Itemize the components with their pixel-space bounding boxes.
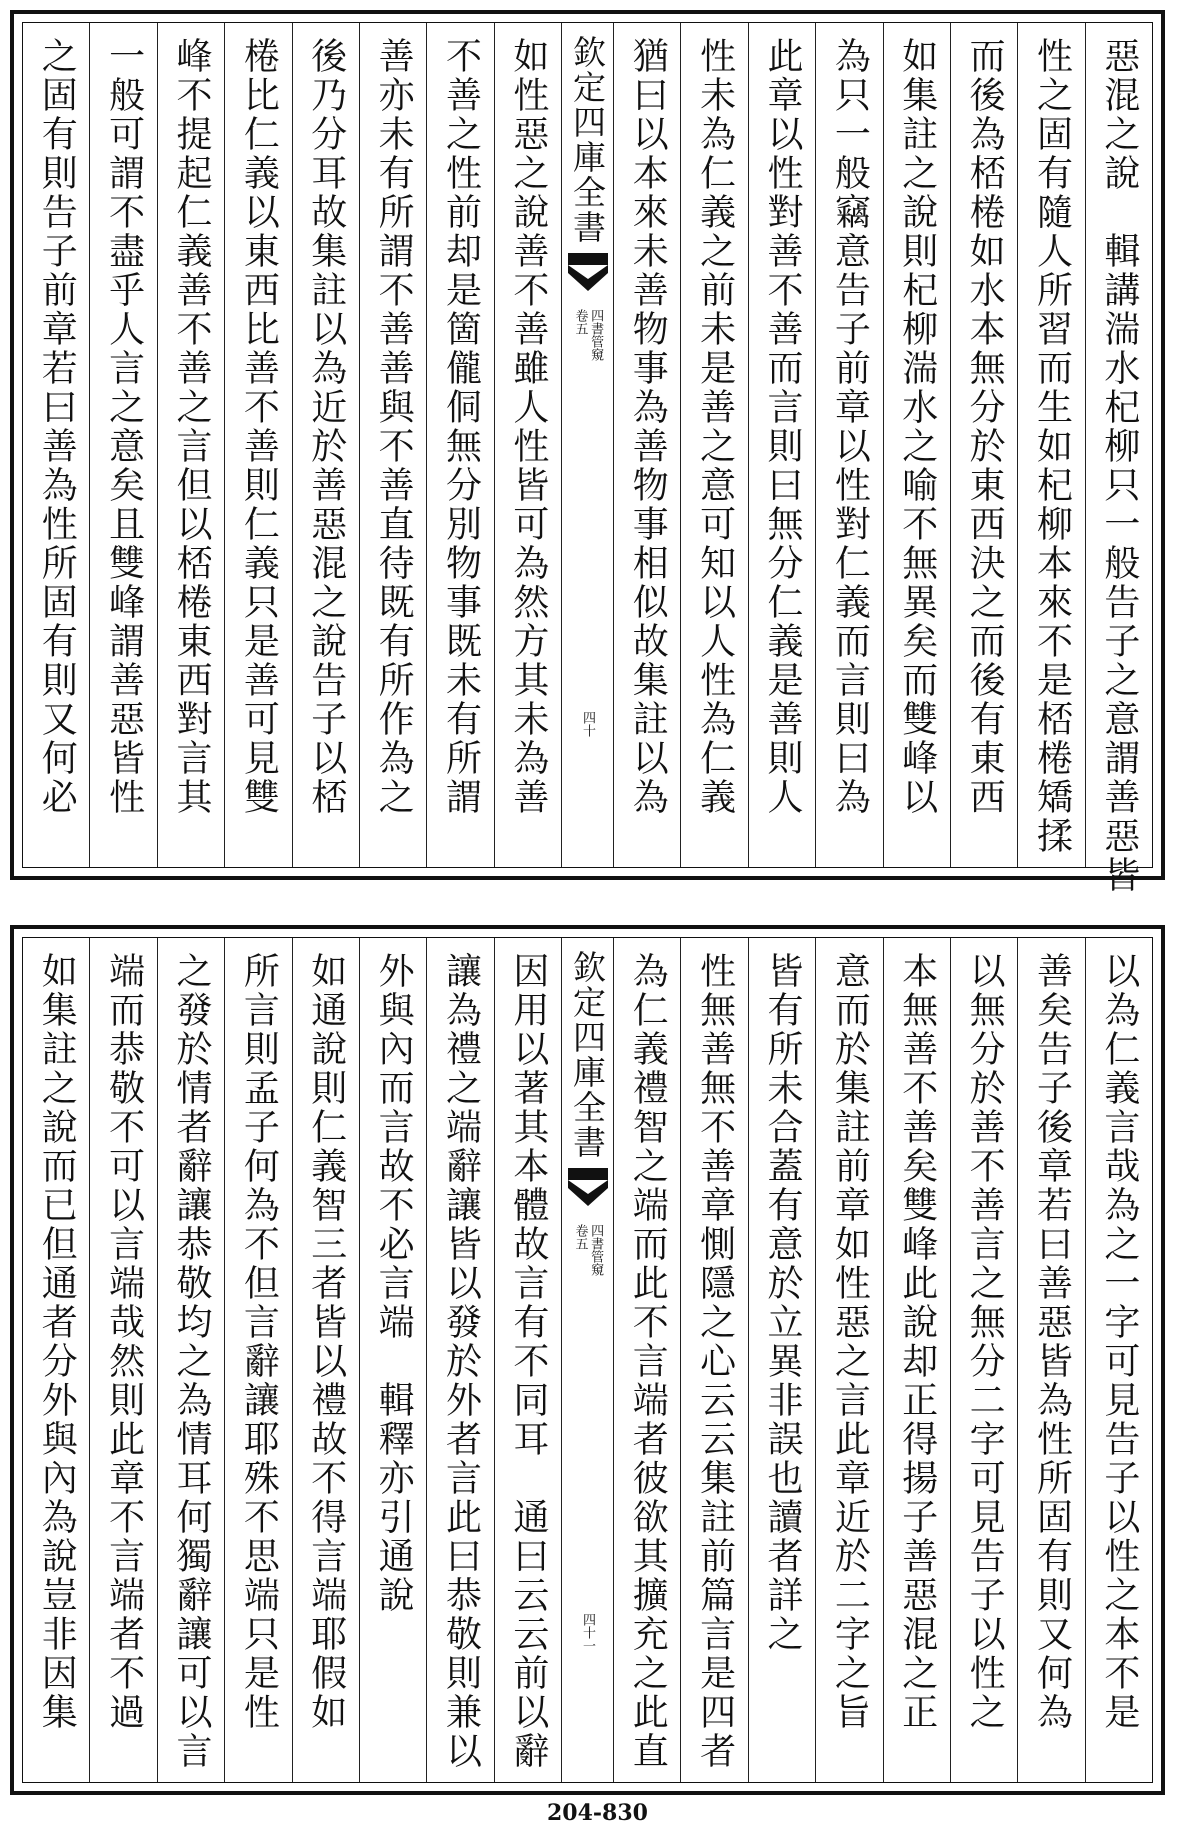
document-page-top (10, 10, 1165, 895)
text-column: 性未為仁義之前未是善之意可知以人性為仁義 (680, 23, 747, 867)
text-column: 皆有所未合蓋有意於立異非誤也讀者詳之 (748, 938, 815, 1782)
text-column: 為仁義禮智之端而此不言端者彼欲其擴充之此直 (613, 938, 680, 1782)
page-frame (22, 937, 1153, 1783)
text-column: 之發於情者辭讓恭敬均之為情耳何獨辭讓可以言 (157, 938, 224, 1782)
book-title: 欽定四庫全書 (568, 950, 607, 1160)
volume-label (573, 309, 602, 361)
fish-tail-mark-icon (568, 1168, 608, 1214)
page-number: 四十 (580, 711, 595, 737)
text-column: 此章以性對善不善而言則曰無分仁義是善則人 (748, 23, 815, 867)
text-column: 後乃分耳故集註以為近於善惡混之說告子以桮 (292, 23, 359, 867)
side-title: 四書管窺 (588, 309, 604, 361)
text-column: 讓為禮之端辭讓皆以發於外者言此曰恭敬則兼以 (426, 938, 493, 1782)
text-column: 善亦未有所謂不善善與不善直待既有所作為之 (359, 23, 426, 867)
book-title: 欽定四庫全書 (568, 35, 607, 245)
text-column: 峰不提起仁義善不善之言但以桮棬東西對言其 (157, 23, 224, 867)
text-column: 端而恭敬不可以言端哉然則此章不言端者不過 (89, 938, 156, 1782)
text-column: 惡混之說 輯講湍水杞柳只一般告子之意謂善惡皆 (1085, 23, 1152, 867)
text-column: 如性惡之說善不善雖人性皆可為然方其未為善 (494, 23, 561, 867)
text-column: 之固有則告子前章若曰善為性所固有則又何必 (36, 37, 78, 817)
fish-tail-mark-icon (568, 253, 608, 299)
text-column: 因用以著其本體故言有不同耳 通曰云云前以辭 (494, 938, 561, 1782)
document-page-bottom (10, 925, 1165, 1795)
text-column: 以為仁義言哉為之一字可見告子以性之本不是 (1085, 938, 1152, 1782)
text-column: 性之固有隨人所習而生如杞柳本來不是桮棬矯揉 (1017, 23, 1084, 867)
text-column: 以無分於善不善言之無分二字可見告子以性之 (950, 938, 1017, 1782)
page-number: 四十一 (580, 1613, 595, 1652)
text-column: 猶曰以本來未善物事為善物事相似故集註以為 (613, 23, 680, 867)
page-frame (22, 22, 1153, 895)
text-column: 棬比仁義以東西比善不善則仁義只是善可見雙 (224, 23, 291, 867)
text-column: 善矣告子後章若曰善惡皆為性所固有則又何為 (1017, 938, 1084, 1782)
text-column: 外與內而言故不必言端 輯釋亦引通說 (359, 938, 426, 1782)
center-fold-margin (561, 938, 613, 1782)
text-column: 一般可謂不盡乎人言之意矣且雙峰謂善惡皆性 (89, 23, 156, 867)
text-column: 而後為桮棬如水本無分於東西決之而後有東西 (950, 23, 1017, 867)
text-column: 所言則孟子何為不但言辭讓耶殊不思端只是性 (224, 938, 291, 1782)
text-column: 不善之性前却是箇儱侗無分別物事既未有所謂 (426, 23, 493, 867)
text-column: 為只一般竊意告子前章以性對仁義而言則曰為 (815, 23, 882, 867)
footer-page-number: 204-830 (547, 1800, 648, 1826)
text-column: 性無善無不善章惻隱之心云云集註前篇言是四者 (680, 938, 747, 1782)
volume-label (573, 1224, 602, 1276)
volume-number: 卷五 (572, 1224, 588, 1250)
text-column: 如集註之說而已但通者分外與內為說豈非因集 (36, 952, 78, 1732)
side-title: 四書管窺 (588, 1224, 604, 1276)
text-column: 本無善不善矣雙峰此說却正得揚子善惡混之正 (883, 938, 950, 1782)
center-fold-margin (561, 23, 613, 867)
text-column: 意而於集註前章如性惡之言此章近於二字之旨 (815, 938, 882, 1782)
volume-number: 卷五 (572, 309, 588, 335)
text-column: 如集註之說則杞柳湍水之喻不無異矣而雙峰以 (883, 23, 950, 867)
text-column: 如通說則仁義智三者皆以禮故不得言端耶假如 (292, 938, 359, 1782)
